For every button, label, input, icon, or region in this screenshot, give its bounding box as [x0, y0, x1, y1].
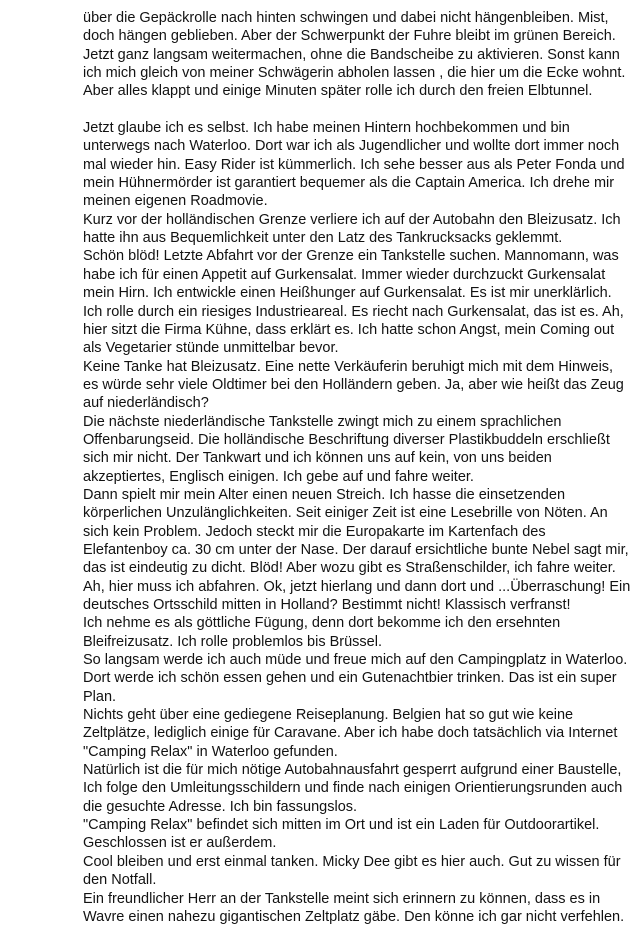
text-line: Offenbarungseid. Die holländische Beschriftung diverser Plastikbuddeln erschließt [83, 431, 610, 448]
text-line: Schön blöd! Letzte Abfahrt vor der Grenze ein Tankstelle suchen. Mannomann, was [83, 248, 619, 265]
text-line: Ich folge den Umleitungsschildern und finde nach einigen Orientierungsrunden auch [83, 780, 623, 797]
text-line: körperlichen Unzulänglichkeiten. Seit einiger Zeit ist eine Lesebrille von Nöten. An [83, 505, 608, 522]
text-line: es würde sehr viele Oldtimer bei den Holländern geben. Ja, aber wie heißt das Zeug [83, 376, 624, 393]
text-line: Keine Tanke hat Bleizusatz. Eine nette Verkäuferin beruhigt mich mit dem Hinweis, [83, 358, 614, 375]
text-line: Bleifreizusatz. Ich rolle problemlos bis Brüssel. [83, 633, 382, 650]
text-line: Jetzt glaube ich es selbst. Ich habe meinen Hintern hochbekommen und bin [83, 120, 570, 137]
text-line: Dann spielt mir mein Alter einen neuen Streich. Ich hasse die einsetzenden [83, 486, 566, 503]
text-line: deutsches Ortsschild mitten in Holland? Bestimmt nicht! Klassisch verfranst! [83, 597, 571, 613]
text-line: hatte ihn aus Bequemlichkeit unter den Latz des Tankrucksacks geklemmt. [83, 230, 563, 247]
text-line: über die Gepäckrolle nach hinten schwingen und dabei nicht hängenbleiben. Mist, [83, 10, 609, 26]
text-line: die gesuchte Adresse. Ich bin fassungslos. [83, 798, 358, 815]
document-text-block [83, 9, 631, 926]
text-line: Ich rolle durch ein riesiges Industrieareal. Es riecht nach Gurkensalat, das ist es. Ah, [83, 303, 624, 320]
text-line: Kurz vor der holländischen Grenze verliere ich auf der Autobahn den Bleizusatz. Ich [83, 211, 621, 228]
text-line: Die nächste niederländische Tankstelle zwingt mich zu einem sprachlichen [83, 413, 562, 430]
text-line: Geschlossen ist er außerdem. [83, 835, 277, 852]
text-line: mein Hirn. Ich entwickle einen Heißhunger auf Gurkensalat. Es ist mir unerklärlich. [83, 285, 612, 302]
text-line: "Camping Relax" befindet sich mitten im Ort und ist ein Laden für Outdoorartikel. [83, 817, 600, 834]
text-line: mal wieder hin. Easy Rider ist kümmerlich. Ich sehe besser aus als Peter Fonda und [83, 156, 625, 173]
text-line: habe ich für einen Appetit auf Gurkensalat. Immer wieder durchzuckt Gurkensalat [83, 266, 606, 283]
text-line: Wavre einen nahezu gigantischen Zeltplatz gäbe. Den könne ich gar nicht verfehlen. [83, 908, 625, 925]
text-line: ich mich gleich von meiner Schwägerin abholen lassen , die hier um die Ecke wohnt. [83, 65, 626, 82]
text-line: das ist eindeutig zu dicht. Blöd! Aber wozu gibt es Straßenschilder, ich fahre weiter. [83, 560, 616, 577]
text-line: akzeptiertes, Englisch einigen. Ich gebe auf und fahre weiter. [83, 468, 474, 485]
text-line: Ah, hier muss ich abfahren. Ok, jetzt hierlang und dann dort und ...Überraschung! Ein [83, 578, 631, 595]
text-line: meinen eigenen Roadmovie. [83, 193, 268, 210]
text-line: Jetzt ganz langsam weitermachen, ohne die Bandscheibe zu aktivieren. Sonst kann [83, 46, 620, 63]
text-line: Natürlich ist die für mich nötige Autobahnausfahrt gesperrt aufgrund einer Baustelle, [83, 762, 622, 779]
text-line: mein Hühnermörder ist garantiert bequemer als die Captain America. Ich drehe mir [83, 175, 615, 192]
text-line: als Vegetarier stünde unmittelbar bevor. [83, 340, 339, 357]
text-line: Ein freundlicher Herr an der Tankstelle meint sich erinnern zu können, dass es in [83, 890, 601, 907]
text-line: Plan. [83, 688, 117, 705]
text-line: Elefantenboy ca. 30 cm unter der Nase. Der darauf ersichtliche bunte Nebel sagt mir, [83, 541, 629, 558]
text-line: Nichts geht über eine gediegene Reiseplanung. Belgien hat so gut wie keine [83, 707, 574, 724]
text-line: Ich nehme es als göttliche Fügung, denn dort bekomme ich den ersehnten [83, 615, 561, 632]
text-line: sich mir nicht. Der Tankwart und ich können uns auf kein, von uns beiden [83, 450, 552, 467]
text-line: den Notfall. [83, 872, 157, 889]
text-line: Dort werde ich schön essen gehen und ein Gutenachtbier trinken. Das ist ein super [83, 670, 617, 687]
text-line: sich kein Problem. Jedoch steckt mir die Europakarte im Kartenfach des [83, 523, 546, 540]
text-line: Aber alles klappt und einige Minuten später rolle ich durch den freien Elbtunnel. [83, 83, 593, 100]
text-line: Zeltplätze, lediglich einige für Caravane. Aber ich habe doch tatsächlich via Internet [83, 725, 618, 742]
text-line: hier sitzt die Firma Kühne, dass erklärt es. Ich hatte schon Angst, mein Coming out [83, 321, 615, 338]
text-line: auf niederländisch? [83, 395, 209, 412]
text-line: doch hängen geblieben. Aber der Schwerpunkt der Fuhre bleibt im grünen Bereich. [83, 28, 616, 45]
text-line: So langsam werde ich auch müde und freue mich auf den Campingplatz in Waterloo. [83, 652, 628, 669]
blank-line [83, 101, 628, 119]
text-line: unterwegs nach Waterloo. Dort war ich als Jugendlicher und wollte dort immer noch [83, 138, 620, 155]
text-line: Cool bleiben und erst einmal tanken. Micky Dee gibt es hier auch. Gut zu wissen für [83, 853, 621, 870]
text-line: "Camping Relax" in Waterloo gefunden. [83, 743, 338, 760]
